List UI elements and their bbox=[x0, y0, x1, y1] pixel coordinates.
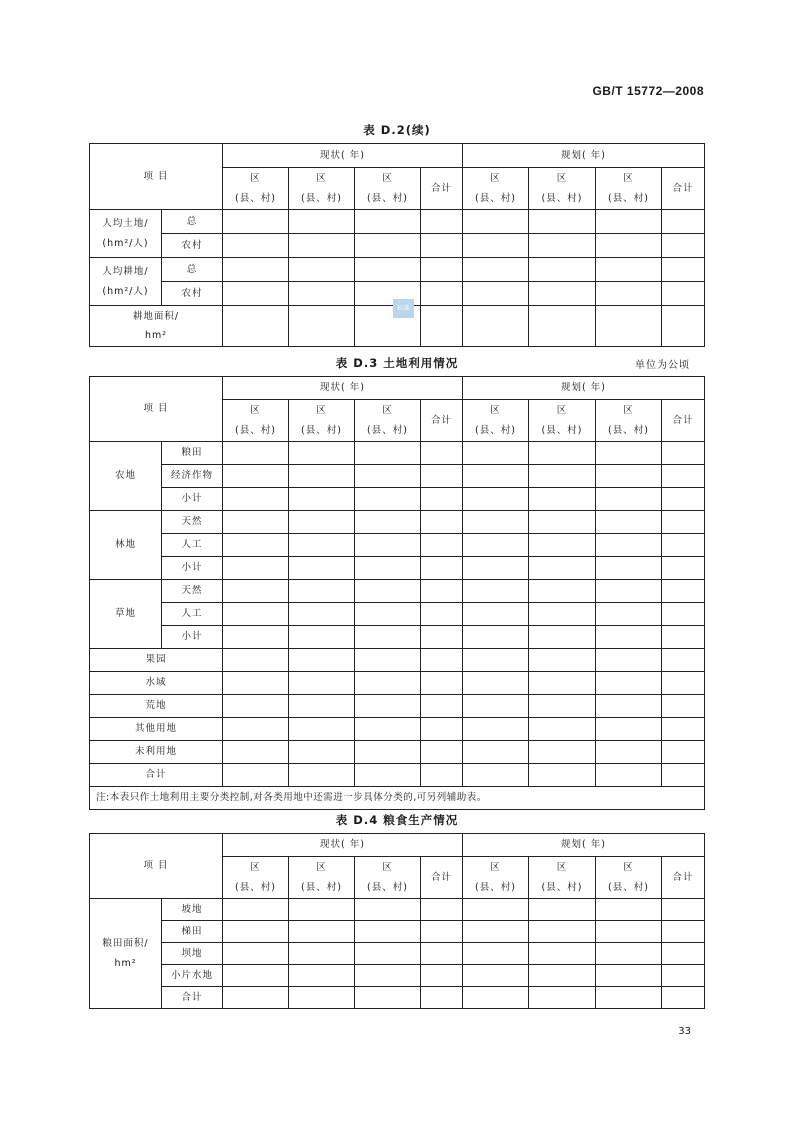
row-sub-label: 小片水地 bbox=[162, 965, 223, 987]
district-header: 区 (县、村) bbox=[355, 168, 421, 210]
row-sub-label: 天然 bbox=[162, 511, 223, 534]
watermark-stamp: 标准 bbox=[393, 299, 414, 318]
district-header: 区 (县、村) bbox=[223, 857, 289, 899]
row-sub-label: 总 bbox=[162, 258, 223, 282]
total-header: 合计 bbox=[662, 400, 705, 442]
row-sub-label: 总 bbox=[162, 210, 223, 234]
district-header: 区 (县、村) bbox=[529, 857, 596, 899]
item-header: 项 目 bbox=[90, 144, 223, 210]
total-header: 合计 bbox=[662, 168, 705, 210]
district-header: 区 (县、村) bbox=[289, 857, 355, 899]
row-sub-label: 天然 bbox=[162, 580, 223, 603]
district-header: 区 (县、村) bbox=[289, 400, 355, 442]
district-header: 区 (县、村) bbox=[596, 168, 662, 210]
total-header: 合计 bbox=[421, 400, 463, 442]
district-header: 区 (县、村) bbox=[596, 857, 662, 899]
row-group-label: 农地 bbox=[90, 442, 162, 511]
district-header: 区 (县、村) bbox=[529, 168, 596, 210]
total-header: 合计 bbox=[421, 857, 463, 899]
row-sub-label: 合计 bbox=[162, 987, 223, 1009]
row-label: 荒地 bbox=[90, 695, 223, 718]
standard-code: GB/T 15772—2008 bbox=[592, 84, 704, 98]
row-sub-label: 经济作物 bbox=[162, 465, 223, 488]
plan-header: 规划( 年) bbox=[463, 144, 705, 168]
district-header: 区 (县、村) bbox=[463, 168, 529, 210]
table-d4-caption: 表 D.4 粮食生产情况 bbox=[335, 813, 459, 827]
row-sub-label: 坡地 bbox=[162, 899, 223, 921]
total-header: 合计 bbox=[662, 857, 705, 899]
row-label: 果园 bbox=[90, 649, 223, 672]
row-sub-label: 农村 bbox=[162, 282, 223, 306]
district-header: 区 (县、村) bbox=[463, 400, 529, 442]
district-header: 区 (县、村) bbox=[355, 857, 421, 899]
row-sub-label: 人工 bbox=[162, 603, 223, 626]
row-sub-label: 小计 bbox=[162, 488, 223, 511]
item-header: 项 目 bbox=[90, 834, 223, 899]
plan-header: 规划( 年) bbox=[463, 377, 705, 400]
row-sub-label: 小计 bbox=[162, 626, 223, 649]
row-sub-label: 农村 bbox=[162, 234, 223, 258]
row-sub-label: 坝地 bbox=[162, 943, 223, 965]
row-label: 耕地面积/ hm² bbox=[90, 306, 223, 347]
row-group-label: 粮田面积/ hm² bbox=[90, 899, 162, 1009]
row-group-label: 林地 bbox=[90, 511, 162, 580]
table-d2-caption: 表 D.2(续) bbox=[363, 123, 431, 137]
district-header: 区 (县、村) bbox=[223, 168, 289, 210]
row-sub-label: 人工 bbox=[162, 534, 223, 557]
district-header: 区 (县、村) bbox=[223, 400, 289, 442]
row-label: 水域 bbox=[90, 672, 223, 695]
district-header: 区 (县、村) bbox=[463, 857, 529, 899]
table-d3 bbox=[89, 376, 705, 810]
unit-note: 单位为公顷 bbox=[635, 360, 690, 371]
plan-header: 规划( 年) bbox=[463, 834, 705, 857]
row-group-label: 人均土地/ (hm²/人) bbox=[90, 210, 162, 258]
row-group-label: 人均耕地/ (hm²/人) bbox=[90, 258, 162, 306]
status-header: 现状( 年) bbox=[223, 144, 463, 168]
district-header: 区 (县、村) bbox=[529, 400, 596, 442]
table-note: 注:本表只作土地利用主要分类控制,对各类用地中还需进一步具体分类的,可另列辅助表。 bbox=[90, 787, 705, 810]
item-header: 项 目 bbox=[90, 377, 223, 442]
status-header: 现状( 年) bbox=[223, 377, 463, 400]
status-header: 现状( 年) bbox=[223, 834, 463, 857]
total-header: 合计 bbox=[421, 168, 463, 210]
row-sub-label: 粮田 bbox=[162, 442, 223, 465]
row-label: 其他用地 bbox=[90, 718, 223, 741]
row-label: 未利用地 bbox=[90, 741, 223, 764]
row-sub-label: 梯田 bbox=[162, 921, 223, 943]
district-header: 区 (县、村) bbox=[355, 400, 421, 442]
page-number: 33 bbox=[678, 1026, 691, 1037]
district-header: 区 (县、村) bbox=[289, 168, 355, 210]
table-d3-caption: 表 D.3 土地利用情况 bbox=[335, 356, 459, 370]
row-group-label: 草地 bbox=[90, 580, 162, 649]
row-sub-label: 小计 bbox=[162, 557, 223, 580]
district-header: 区 (县、村) bbox=[596, 400, 662, 442]
row-label: 合计 bbox=[90, 764, 223, 787]
table-d4 bbox=[89, 833, 705, 1009]
